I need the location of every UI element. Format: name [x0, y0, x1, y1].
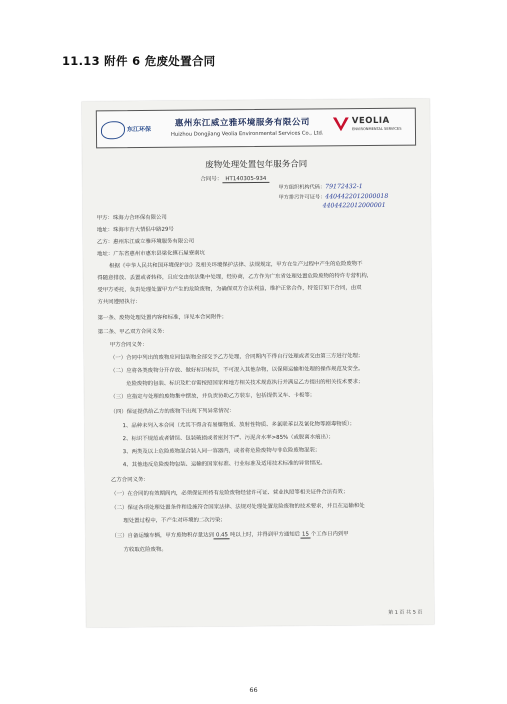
- contract-number: [200, 174, 269, 183]
- scanned-contract-page: [82, 98, 435, 627]
- company-name-en: Huizhou Dongjiang Veolia Environmental Services Co., Ltd.: [170, 130, 324, 138]
- b-item-3-days: 15: [300, 532, 311, 539]
- b-item: 理处置过程中，不产生对环境的二次污染；: [123, 517, 226, 525]
- abnormal-item: 1、品种未列入本合同（尤其不得含有易爆物质、放射性物质、多氯联苯以及氰化物等剧毒物质）；: [122, 421, 356, 430]
- b-item-3-quantity: 0.45: [214, 532, 230, 539]
- b-item-3-text-post: 个工作日内到甲: [310, 531, 349, 538]
- b-item-3: [111, 529, 348, 539]
- b-item: （二）保证各项处理处置条件和设施符合国家法律、法规对处理处置危险废物的技术要求，并且在运输和处: [111, 503, 365, 512]
- license-value-1: 4404422012000018: [325, 192, 389, 201]
- veolia-logo: [333, 114, 411, 141]
- license-line: [279, 193, 389, 201]
- contract-number-value: HT140305-934: [222, 176, 269, 183]
- contract-title: 废物处理处置包年服务合同: [205, 159, 308, 171]
- party-b: 乙方：惠州东江威立雅环境服务有限公司: [96, 238, 195, 246]
- abnormal-item: 3、两类及以上危险废物混合装入同一容器内，或者将危险废物与非危险废物混装；: [122, 447, 321, 456]
- contract-number-label: 合同号：: [200, 176, 223, 183]
- party-b-duty-heading: 乙方合同义务：: [110, 476, 149, 484]
- a-item: （四）保证提供给乙方的废物不出现下列异常情况：: [110, 408, 235, 416]
- dongjiang-logo-icon: [101, 121, 125, 139]
- scan-page-indicator: 第 1 页 共 5 页: [388, 609, 423, 616]
- a-item: （一）合同中列出的废物应同包装物全部交予乙方处理，合同期内不得自行处理或者交由第三方进行处理；: [109, 353, 364, 362]
- body-line: 受甲方委托，负责处理处置甲方产生的危险废物，为确保双方合法利益，维护正常合作，特签订如下合同，由双: [97, 285, 362, 294]
- company-name-cn: 惠州东江威立雅环境服务有限公司: [174, 117, 310, 129]
- party-a-duty-heading: 甲方合同义务：: [109, 341, 148, 349]
- b-item-3-text-mid: 吨以上时，并得到甲方通知后: [229, 531, 301, 539]
- b-item: （一）在合同的有效期间内，必须保证所持有危险废物经营许可证、营业执照等相关证件合法有效；: [111, 489, 349, 498]
- b-item-3-continued: 方收取危险废物。: [123, 546, 167, 554]
- org-code-line: [278, 183, 362, 191]
- abnormal-item: 2、标识不规范或者错误、包装破损或者密封不严、污泥含水率>85%（或脱离水痕出）；: [122, 434, 334, 443]
- license-line-2: [323, 202, 386, 210]
- section-heading: 11.13 附件 6 危废处置合同: [62, 54, 216, 68]
- org-code-value: 79172432-1: [325, 183, 363, 191]
- a-item: （三）应指定与处理的废物集中摆放，并负责协助乙方装车，包括提供叉车、卡板等；: [110, 392, 316, 401]
- body-line: 方共同遵照执行：: [97, 299, 141, 306]
- body-line: 得随意排放、丢置或者转移，且应交由依法集中处理，经协商，乙方作为广东省处理处置危险废物的特许专营机构，: [97, 273, 373, 282]
- a-item: （二）应将各类废物分开存放、做好标识标识，不可混入其他杂物，以保障运输和处理的操作规范及安全。: [110, 366, 364, 375]
- veolia-name: VEOLIA: [351, 115, 390, 127]
- party-b-address: 地址：广东省惠州市惠东县梁化镇石屋寮南坑: [97, 250, 205, 258]
- party-a-address: 地址：珠海市吉大情侣中路29号: [96, 226, 174, 234]
- section-1: 第一条、废物处理处置内容和标准，详见本合同附件；: [97, 314, 228, 322]
- dongjiang-logo-text: 东江环保: [126, 125, 152, 134]
- veolia-subtitle: ENVIRONMENTAL SERVICES: [351, 126, 402, 132]
- letterhead: [96, 108, 416, 149]
- b-item-3-text: （三）自备运输车辆，甲方废物积存量达到: [111, 532, 214, 540]
- body-line: 根据《中华人民共和国环境保护法》及相关环境保护法律、法规规定，甲方在生产过程中产生的危险废物不: [109, 261, 363, 270]
- dongjiang-logo: [101, 120, 161, 139]
- party-a: 甲方：珠海力合环保有限公司: [96, 214, 167, 222]
- org-code-label: 甲方组织机构代码：: [278, 184, 326, 191]
- page-number: 66: [249, 686, 258, 694]
- license-label: 甲方排污许可证号：: [278, 194, 326, 201]
- abnormal-item: 4、其他违反危险废物包装、运输的国家标准、行业标准及适用技术标准的异常情况。: [122, 460, 326, 469]
- a-item: 危险废物的包装、标识及贮存需按照国家和地方相关技术规范执行并满足乙方提出的相关技术要求；: [126, 379, 364, 388]
- veolia-v-icon: [333, 117, 349, 131]
- license-value-2: 4404422012000001: [322, 201, 386, 210]
- section-2: 第二条、甲乙双方合同义务：: [97, 328, 168, 336]
